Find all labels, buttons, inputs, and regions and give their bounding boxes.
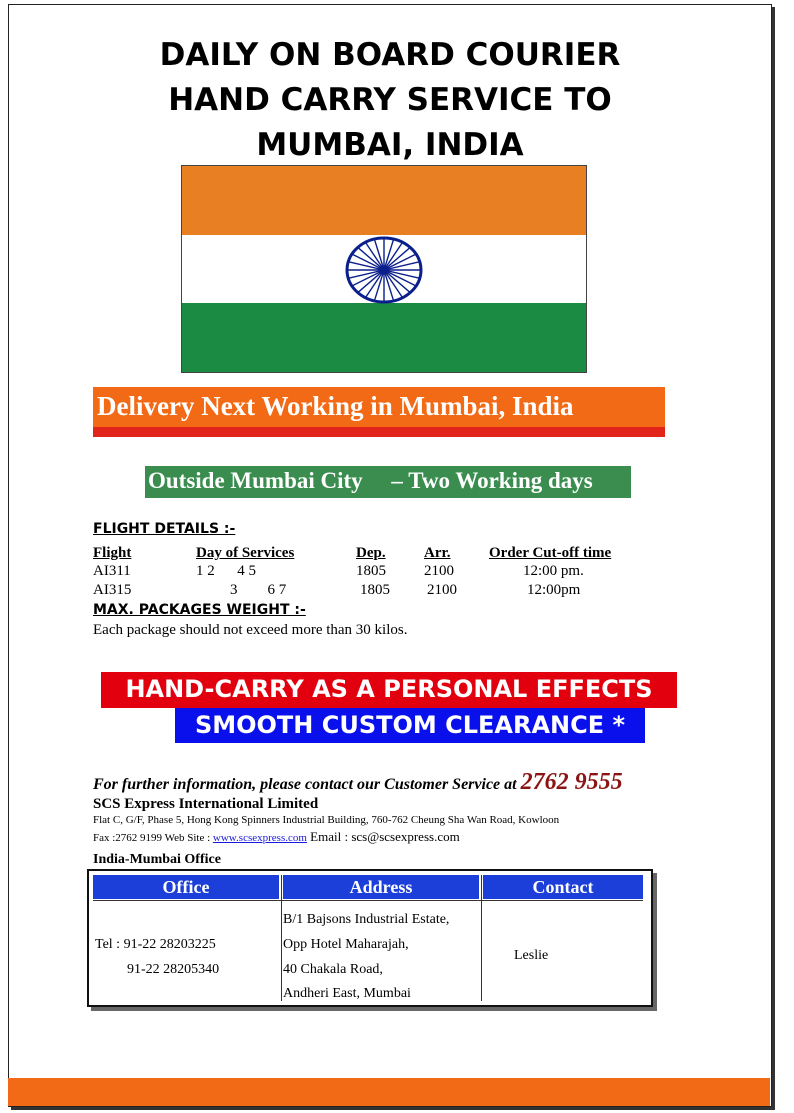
delivery-banner (93, 387, 665, 437)
page-title-line-1: DAILY ON BOARD COURIER (159, 37, 621, 73)
page-title-line-2: HAND CARRY SERVICE TO (168, 82, 612, 118)
hand-carry-banner-text: HAND-CARRY AS A PERSONAL EFFECTS (125, 675, 653, 703)
col-header-cutoff: Order Cut-off time (489, 545, 612, 561)
contact-line (93, 769, 623, 796)
page-frame (8, 4, 772, 1107)
office-contact-name: Leslie (514, 948, 549, 963)
flight-row-1-flight: AI311 (93, 563, 131, 579)
office-table-header-contact: Contact (483, 875, 643, 899)
flight-row-1-days: 1 2 4 5 (196, 563, 256, 579)
col-header-flight: Flight (93, 545, 132, 561)
flight-row-2-dep: 1805 (360, 582, 390, 598)
flight-row-1-cutoff: 12:00 pm. (523, 563, 584, 579)
max-weight-note: Each package should not exceed more than 30 kilos. (93, 622, 408, 638)
india-flag-icon (181, 165, 587, 373)
office-table-header-office: Office (93, 875, 279, 899)
contact-lead-text: For further information, please contact our Customer Service at (93, 776, 521, 793)
page-title-line-3: MUMBAI, INDIA (256, 127, 524, 163)
office-tel-line-1: Tel : 91-22 28203225 (95, 937, 216, 952)
email-text: Email : scs@scsexpress.com (306, 829, 460, 844)
flight-details-heading: FLIGHT DETAILS :- (93, 521, 236, 537)
office-address-line-4: Andheri East, Mumbai (283, 986, 411, 1001)
delivery-banner-text: Delivery Next Working in Mumbai, India (97, 391, 574, 421)
office-tel-line-2: 91-22 28205340 (127, 962, 220, 977)
fax-web-email-line (93, 829, 460, 845)
office-address-line-1: B/1 Bajsons Industrial Estate, (283, 912, 450, 927)
company-address: Flat C, G/F, Phase 5, Hong Kong Spinners Industrial Building, 760-762 Cheung Sha Wan Road, Kowloon (93, 814, 560, 826)
customer-service-phone: 2762 9555 (520, 769, 623, 795)
flight-row-1-arr: 2100 (424, 563, 454, 579)
fax-text: Fax :2762 9199 Web Site : (93, 832, 213, 844)
flag-saffron-band (182, 166, 586, 235)
office-table (87, 869, 653, 1007)
flight-row-2-days: 3 6 7 (230, 582, 287, 598)
website-link[interactable]: www.scsexpress.com (212, 832, 307, 844)
table-divider (281, 875, 282, 1001)
flight-row-2-cutoff: 12:00pm (527, 582, 581, 598)
office-address-line-2: Opp Hotel Maharajah, (283, 937, 409, 952)
col-header-days: Day of Services (196, 545, 295, 561)
company-name: SCS Express International Limited (93, 796, 319, 812)
custom-clearance-banner-text: SMOOTH CUSTOM CLEARANCE * (194, 711, 626, 739)
flag-green-band (182, 303, 586, 372)
outside-city-banner-text: Outside Mumbai City – Two Working days (148, 468, 593, 493)
table-divider (93, 900, 643, 901)
col-header-arr: Arr. (424, 545, 451, 561)
col-header-dep: Dep. (356, 545, 386, 561)
flight-row-2-flight: AI315 (93, 582, 132, 598)
ashoka-chakra-icon (344, 235, 424, 305)
max-weight-heading: MAX. PACKAGES WEIGHT :- (93, 602, 306, 618)
flight-row-2-arr: 2100 (427, 582, 457, 598)
table-divider (481, 875, 482, 1001)
office-table-header-address: Address (283, 875, 479, 899)
footer-bar (8, 1078, 770, 1106)
outside-city-banner (145, 466, 631, 498)
office-address-line-3: 40 Chakala Road, (283, 962, 383, 977)
custom-clearance-banner (175, 708, 645, 743)
office-label: India-Mumbai Office (93, 852, 221, 867)
flight-row-1-dep: 1805 (356, 563, 386, 579)
hand-carry-banner (101, 672, 677, 708)
